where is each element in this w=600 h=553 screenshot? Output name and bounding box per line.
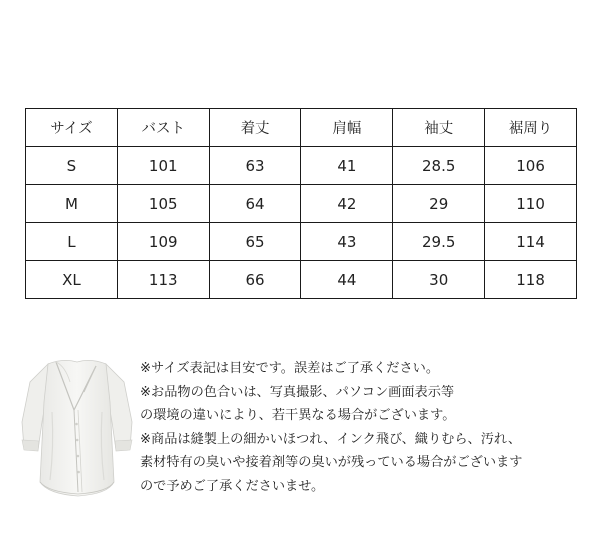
note-line: ので予めご了承くださいませ。 bbox=[140, 478, 325, 494]
product-photo-blouse bbox=[18, 352, 136, 502]
table-row bbox=[26, 185, 577, 223]
header-cell-length: 着丈 bbox=[209, 109, 301, 147]
header-cell-sleeve: 袖丈 bbox=[393, 109, 485, 147]
table-row bbox=[26, 147, 577, 185]
table-cell: 43 bbox=[301, 223, 393, 261]
table-row bbox=[26, 223, 577, 261]
table-cell: 42 bbox=[301, 185, 393, 223]
note-line: の環境の違いにより、若干異なる場合がございます。 bbox=[140, 408, 456, 423]
table-cell: 44 bbox=[301, 261, 393, 299]
header-cell-shoulder: 肩幅 bbox=[301, 109, 393, 147]
table-cell: 28.5 bbox=[393, 147, 485, 185]
size-chart-table bbox=[25, 108, 577, 299]
note-line: ※お品物の色合いは、写真撮影、パソコン画面表示等 bbox=[140, 384, 455, 400]
table-cell: 105 bbox=[117, 185, 209, 223]
table-header-row bbox=[26, 109, 577, 147]
table-cell: 63 bbox=[209, 147, 301, 185]
table-cell: 113 bbox=[117, 261, 209, 299]
table-cell-size: L bbox=[26, 223, 118, 261]
table-cell: 101 bbox=[117, 147, 209, 185]
table-cell-size: M bbox=[26, 185, 118, 223]
header-cell-hem: 裾周り bbox=[485, 109, 577, 147]
table-cell: 109 bbox=[117, 223, 209, 261]
table-row bbox=[26, 261, 577, 299]
table-cell: 118 bbox=[485, 261, 577, 299]
table-cell-size: XL bbox=[26, 261, 118, 299]
table-cell: 64 bbox=[209, 185, 301, 223]
header-cell-bust: バスト bbox=[117, 109, 209, 147]
table-cell: 30 bbox=[393, 261, 485, 299]
table-cell: 65 bbox=[209, 223, 301, 261]
table-cell: 66 bbox=[209, 261, 301, 299]
table-cell: 114 bbox=[485, 223, 577, 261]
note-line: 素材特有の臭いや接着剤等の臭いが残っている場合がございます bbox=[140, 455, 523, 470]
table-cell: 110 bbox=[485, 185, 577, 223]
table-cell: 29 bbox=[393, 185, 485, 223]
table-cell: 29.5 bbox=[393, 223, 485, 261]
header-cell-size: サイズ bbox=[26, 109, 118, 147]
note-line: ※商品は縫製上の細かいほつれ、インク飛び、織りむら、汚れ、 bbox=[140, 431, 522, 447]
table-cell: 41 bbox=[301, 147, 393, 185]
note-line: ※サイズ表記は目安です。誤差はご了承ください。 bbox=[140, 361, 440, 376]
notes-block bbox=[140, 357, 595, 498]
table-cell-size: S bbox=[26, 147, 118, 185]
table-cell: 106 bbox=[485, 147, 577, 185]
